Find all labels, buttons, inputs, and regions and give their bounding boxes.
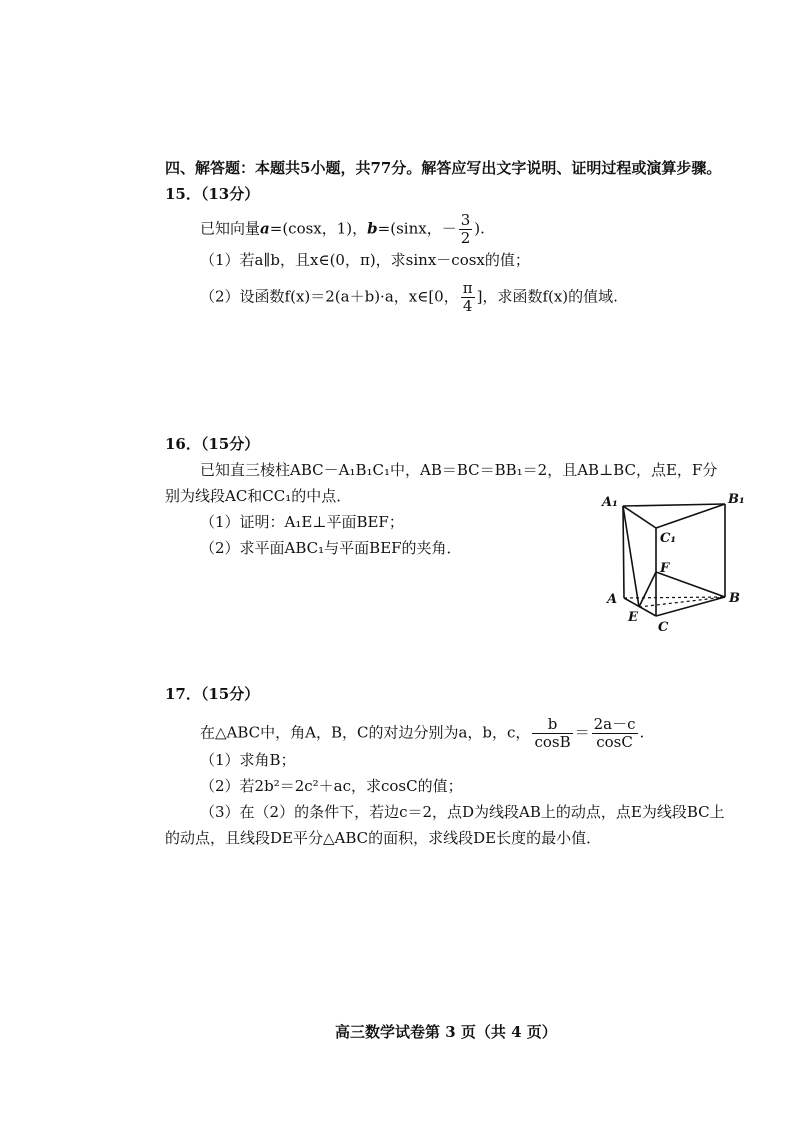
q17-stem-pre: 在△ABC中，角A，B，C的对边分别为a，b，c， bbox=[200, 723, 531, 742]
section-title: 四、解答题：本题共5小题，共77分。解答应写出文字说明、证明过程或演算步骤。 bbox=[165, 159, 722, 177]
q17-part3-line2: 的动点，且线段DE平分△ABC的面积，求线段DE长度的最小值． bbox=[165, 829, 602, 847]
q15-vec-b: b bbox=[367, 219, 378, 238]
edge-a-a1 bbox=[623, 506, 624, 598]
prism-figure bbox=[590, 488, 780, 638]
q17-stem-end: . bbox=[639, 723, 645, 742]
q17-fraction-1 bbox=[532, 716, 572, 751]
q15-p2-frac-num: π bbox=[462, 279, 473, 297]
label-c1: C₁ bbox=[660, 531, 677, 546]
segment-e-f bbox=[639, 572, 656, 607]
q15-header: 15．（13分） bbox=[165, 185, 260, 203]
segment-e-b-dashed bbox=[639, 597, 725, 607]
q16-part1: （1）证明：A₁E⊥平面BEF； bbox=[200, 513, 404, 531]
edge-c-b bbox=[656, 597, 725, 616]
label-a1: A₁ bbox=[602, 495, 618, 510]
edge-a-b-dashed bbox=[624, 597, 725, 598]
label-b1: B₁ bbox=[728, 492, 745, 507]
q15-part2 bbox=[200, 280, 618, 315]
q15-stem bbox=[200, 212, 485, 247]
q17-frac1-den: cosB bbox=[534, 733, 571, 751]
label-a: A bbox=[607, 592, 618, 607]
q15-p2-fraction bbox=[461, 280, 475, 315]
q17-equals: ＝ bbox=[574, 723, 590, 742]
q17-header: 17．（15分） bbox=[165, 685, 260, 703]
q15-stem-pre: 已知向量 bbox=[200, 219, 261, 238]
q15-frac-den: 2 bbox=[460, 229, 471, 247]
q15-stem-end: ). bbox=[474, 219, 485, 238]
q16-header: 16．（15分） bbox=[165, 435, 260, 453]
q17-fraction-2 bbox=[592, 716, 638, 751]
page-footer: 高三数学试卷第 3 页（共 4 页） bbox=[335, 1023, 557, 1041]
q16-stem-line2: 别为线段AC和CC₁的中点． bbox=[165, 487, 352, 505]
edge-c1-b1 bbox=[656, 504, 725, 528]
q15-part1: （1）若a∥b，且x∈(0，π)，求sinx－cosx的值； bbox=[200, 251, 530, 269]
segment-a1-e bbox=[623, 506, 639, 607]
q15-p2-pre: （2）设函数f(x)＝2(a＋b)·a，x∈[0， bbox=[200, 287, 459, 306]
q17-frac2-den: cosC bbox=[596, 733, 633, 751]
q15-a-def: =(cosx，1)， bbox=[269, 219, 368, 238]
q15-fraction bbox=[459, 212, 473, 247]
q16-part2: （2）求平面ABC₁与平面BEF的夹角． bbox=[200, 539, 462, 557]
label-c: C bbox=[658, 620, 669, 635]
q17-frac2-num: 2a－c bbox=[593, 715, 636, 733]
q15-vec-a: a bbox=[260, 219, 270, 238]
q17-part3-line1: （3）在（2）的条件下，若边c＝2，点D为线段AB上的动点，点E为线段BC上 bbox=[200, 803, 725, 821]
q17-part2: （2）若2b²＝2c²＋ac，求cosC的值； bbox=[200, 777, 463, 795]
q15-frac-num: 3 bbox=[460, 211, 471, 229]
q15-p2-post: ]，求函数f(x)的值域. bbox=[476, 287, 618, 306]
q15-b-def: =(sinx，－ bbox=[377, 219, 457, 238]
edge-a1-b1 bbox=[623, 504, 725, 506]
q17-part1: （1）求角B； bbox=[200, 751, 296, 769]
q16-stem-line1: 已知直三棱柱ABC－A₁B₁C₁中，AB＝BC＝BB₁＝2，且AB⊥BC，点E，F分 bbox=[200, 461, 718, 479]
label-f: F bbox=[660, 561, 670, 576]
edge-a1-c1 bbox=[623, 506, 656, 528]
q15-p2-frac-den: 4 bbox=[462, 297, 473, 315]
q17-frac1-num: b bbox=[532, 716, 572, 734]
label-e: E bbox=[628, 610, 638, 625]
label-b: B bbox=[729, 591, 740, 606]
q17-stem bbox=[200, 716, 644, 751]
